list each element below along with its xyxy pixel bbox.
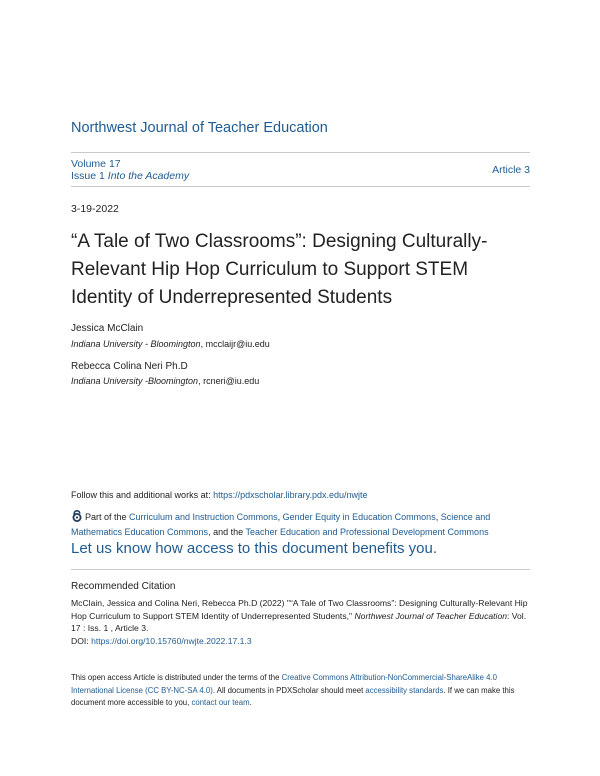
follow-line — [71, 490, 368, 500]
volume-issue — [71, 158, 189, 182]
issue-title: Into the Academy — [107, 170, 190, 182]
citation-volume: : Vol. 17 : Iss. 1 , Article 3. — [71, 610, 527, 633]
doi-label: DOI: — [71, 635, 92, 646]
contact-team-link[interactable]: contact our team — [191, 698, 250, 707]
benefits-feedback-link[interactable]: Let us know how access to this document benefits you. — [71, 540, 438, 557]
divider-bottom — [71, 186, 530, 187]
curriculum-commons-link[interactable]: Curriculum and Instruction Commons — [129, 512, 278, 522]
follow-text: Follow this and additional works at: — [71, 490, 214, 500]
teacher-education-commons-link[interactable]: Teacher Education and Professional Development Commons — [245, 527, 489, 537]
journal-title[interactable]: Northwest Journal of Teacher Education — [71, 120, 328, 136]
license-text-4: . — [249, 698, 252, 707]
divider-citation — [71, 569, 530, 570]
article-title: “A Tale of Two Classrooms”: Designing Culturally-Relevant Hip Hop Curriculum to Support STEM Identity of Underrepresented Students — [71, 231, 488, 308]
open-access-icon — [71, 510, 83, 522]
part-of-sep-3: , and the — [208, 527, 246, 537]
license-text-2: . All documents in PDXScholar should meet — [212, 685, 366, 695]
accessibility-standards-link[interactable]: accessibility standards — [365, 685, 444, 695]
volume-link[interactable]: Volume 17 — [71, 158, 121, 170]
author-name-2: Rebecca Colina Neri Ph.D — [71, 361, 188, 372]
issue-link[interactable] — [71, 170, 189, 182]
part-of-prefix: Part of the — [85, 512, 130, 522]
article-link[interactable]: Article 3 — [492, 164, 530, 176]
affiliation-2: Indiana University -Bloomington — [71, 376, 199, 386]
author-affiliation-2 — [71, 376, 259, 386]
issue-number: Issue 1 — [71, 170, 105, 182]
science-math-commons-link[interactable]: Science and Mathematics Education Commons — [71, 512, 491, 537]
publication-date: 3-19-2022 — [71, 203, 119, 215]
citation-journal: Northwest Journal of Teacher Education — [354, 610, 507, 621]
license-statement — [71, 672, 530, 710]
email-1: , mcclaijr@iu.edu — [200, 339, 270, 349]
cc-license-link[interactable]: Creative Commons Attribution-NonCommercial-ShareAlike 4.0 International License (CC BY-NC-SA 4.0) — [71, 673, 497, 695]
citation-authors-title: McClain, Jessica and Colina Neri, Rebecca Ph.D (2022) "“A Tale of Two Classrooms”: Designing Culturally-Relevant Hip Hop Curriculum to Support STEM Identity of Underrepresented Students," — [71, 598, 528, 621]
follow-url-link[interactable]: https://pdxscholar.library.pdx.edu/nwjte — [213, 490, 368, 500]
author-affiliation-1 — [71, 339, 270, 349]
doi-link[interactable]: https://doi.org/10.15760/nwjte.2022.17.1.3 — [91, 635, 252, 646]
author-name-1: Jessica McClain — [71, 323, 144, 334]
gender-equity-commons-link[interactable]: Gender Equity in Education Commons — [282, 512, 436, 522]
part-of-sep-2: , — [435, 512, 441, 522]
affiliation-1: Indiana University - Bloomington — [71, 339, 201, 349]
divider-top — [71, 152, 530, 153]
part-of-sep-1: , — [277, 512, 283, 522]
license-text-1: This open access Article is distributed under the terms of the — [71, 673, 282, 682]
email-2: , rcneri@iu.edu — [198, 376, 260, 386]
license-text-3: . If we can make this document more accessible to you, — [71, 685, 515, 707]
recommended-citation-heading: Recommended Citation — [71, 581, 176, 592]
part-of-line — [71, 510, 530, 540]
citation-text — [71, 597, 530, 647]
